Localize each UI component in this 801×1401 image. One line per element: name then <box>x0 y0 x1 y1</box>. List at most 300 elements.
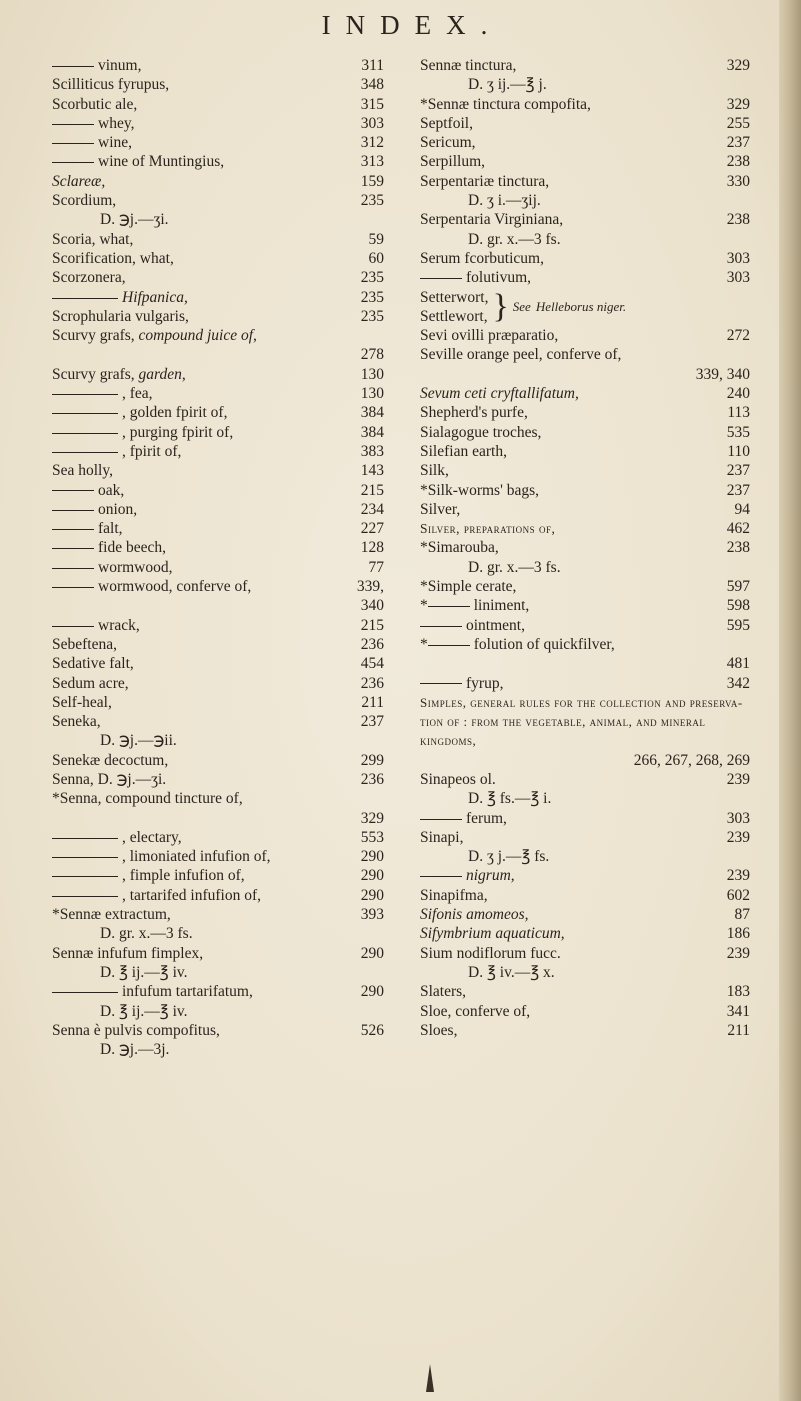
entry-text <box>420 790 551 807</box>
entry-text <box>420 520 555 537</box>
page-number: 553 <box>360 828 384 846</box>
entry-term: , tartarifed infufion of, <box>122 886 262 904</box>
entry-text: Simples, general rules for the collection and preserva-tion of : from the vegetable, animal, and mineral kingdoms, <box>420 694 743 749</box>
entry-term: , electary, <box>122 828 182 846</box>
index-entry <box>420 461 750 480</box>
index-entry <box>52 114 384 133</box>
index-entry <box>52 809 384 828</box>
entry-text <box>98 115 134 132</box>
page-number: 94 <box>734 500 750 518</box>
index-dash <box>428 645 470 646</box>
entry-term: Sevi ovilli præparatio, <box>420 327 559 345</box>
entry-text <box>52 173 105 190</box>
entry-term: D. ʒ j.—℥ fs. <box>468 848 550 866</box>
entry-text <box>466 810 507 827</box>
entry-term: fyrup, <box>466 674 504 692</box>
page-number: 535 <box>726 423 750 441</box>
page-number: 602 <box>726 886 750 904</box>
index-dash <box>52 529 94 530</box>
page-number: 238 <box>726 211 750 229</box>
entry-term: Senna, D. ℈j.—ʒi. <box>52 770 167 788</box>
index-entry <box>420 442 750 461</box>
entry-text <box>474 636 615 653</box>
index-entry <box>420 654 750 673</box>
entry-text <box>98 57 142 74</box>
entry-term: Sloe, conferve of, <box>420 1002 531 1020</box>
page-number: 278 <box>360 346 384 364</box>
index-entry <box>52 538 384 557</box>
entry-term: D. ℈j.—3j. <box>100 1041 170 1059</box>
page-header: INDEX. <box>321 10 503 40</box>
index-entry <box>52 577 384 596</box>
entry-text <box>52 462 113 479</box>
index-entry <box>420 847 750 866</box>
index-entry <box>52 481 384 500</box>
index-entry <box>52 191 384 210</box>
entry-term: whey, <box>98 114 135 132</box>
index-entry <box>420 1002 750 1021</box>
entry-term: *Simple cerate, <box>420 578 517 596</box>
entry-term: Sifonis amomeos, <box>420 906 529 924</box>
index-entry <box>420 423 750 442</box>
page-number: 238 <box>726 539 750 557</box>
page-number: 211 <box>361 693 384 711</box>
entry-text <box>466 867 515 884</box>
index-entry <box>420 828 750 847</box>
entry-term: D. ʒ i.—ʒij. <box>468 192 541 210</box>
entry-term: Shepherd's purfe, <box>420 404 528 422</box>
entry-term: Sium nodiflorum fucc. <box>420 944 561 962</box>
index-entry <box>420 751 750 770</box>
page-number: 239 <box>726 828 750 846</box>
index-entry <box>52 712 384 731</box>
index-entry <box>420 268 750 287</box>
entry-term: , purging fpirit of, <box>122 423 234 441</box>
index-dash <box>52 838 118 839</box>
index-dash <box>420 876 462 877</box>
entry-text <box>420 385 579 402</box>
entry-text <box>420 231 561 248</box>
index-entry <box>420 577 750 596</box>
entry-term: D. ℥ ij.—℥ iv. <box>100 963 188 981</box>
entry-text <box>98 153 224 170</box>
entry-term: D. gr. x.—3 fs. <box>100 925 193 943</box>
entry-term: liniment, <box>473 597 530 615</box>
page-number: 454 <box>360 655 384 673</box>
page-number: 130 <box>360 385 384 403</box>
entry-term: Scrophularia vulgaris, <box>52 307 189 325</box>
entry-text <box>52 231 133 248</box>
entry-text <box>52 694 112 711</box>
entry-text <box>420 250 544 267</box>
index-dash <box>52 452 118 453</box>
index-dash <box>52 857 118 858</box>
index-entry <box>52 982 384 1001</box>
entry-text <box>52 211 169 228</box>
index-entry <box>420 56 750 75</box>
entry-term: Sinapifma, <box>420 886 488 904</box>
brace-icon: } <box>492 287 509 325</box>
index-entry <box>52 596 384 615</box>
entry-term: Septfoil, <box>420 114 473 132</box>
entry-text <box>420 771 496 788</box>
entry-text <box>52 925 193 942</box>
entry-term: Serum fcorbuticum, <box>420 249 544 267</box>
entry-term: ferum, <box>466 809 507 827</box>
page-number: 227 <box>360 520 384 538</box>
page-number: 235 <box>360 192 384 210</box>
index-entry <box>52 210 384 229</box>
entry-term: Serpillum, <box>420 153 486 171</box>
index-dash <box>52 490 94 491</box>
page-number: 303 <box>726 809 750 827</box>
page-number: 329 <box>726 57 750 74</box>
index-entry <box>420 249 750 268</box>
entry-qualifier: garden, <box>134 365 186 383</box>
page-number: 341 <box>726 1002 750 1020</box>
page-number: 128 <box>360 539 384 557</box>
entry-text <box>98 134 132 151</box>
entry-term: , fea, <box>122 385 153 403</box>
index-entry <box>52 75 384 94</box>
index-entry <box>420 95 750 114</box>
asterisk-mark: * <box>420 597 428 615</box>
index-entry <box>420 191 750 210</box>
page-number: 598 <box>726 597 750 615</box>
index-entry <box>52 403 384 422</box>
index-dash <box>52 124 94 125</box>
index-entry <box>52 924 384 943</box>
index-entry <box>52 288 384 307</box>
index-dash <box>420 819 462 820</box>
entry-text <box>466 617 525 634</box>
entry-text <box>122 404 227 421</box>
entry-text <box>420 153 485 170</box>
index-entry <box>420 635 750 654</box>
index-entry <box>52 442 384 461</box>
entry-term: Scorzonera, <box>52 269 126 287</box>
index-entry <box>52 1002 384 1021</box>
entry-text <box>52 655 134 672</box>
page-number: 339, 340 <box>695 365 750 383</box>
page-number: 186 <box>726 925 750 943</box>
index-entry <box>52 789 384 808</box>
index-entry <box>420 596 750 615</box>
entry-term: D. gr. x.—3 fs. <box>468 558 561 576</box>
index-entry <box>52 461 384 480</box>
index-entry <box>420 519 750 538</box>
entry-text <box>52 732 177 749</box>
index-entry <box>420 982 750 1001</box>
index-entry <box>420 924 750 943</box>
entry-term: *Simarouba, <box>420 539 499 557</box>
entry-term: Sinapi, <box>420 828 464 846</box>
page-number: 238 <box>726 153 750 171</box>
entry-text <box>52 771 166 788</box>
entry-text <box>420 983 466 1000</box>
entry-text <box>52 906 171 923</box>
page-number: 159 <box>360 172 384 190</box>
entry-term: Sevum ceti cryftallifatum, <box>420 385 579 403</box>
index-entry <box>420 905 750 924</box>
entry-text <box>420 1022 457 1039</box>
entry-term: Silver, <box>420 500 461 518</box>
page-number: 237 <box>360 713 384 731</box>
entry-text <box>122 443 181 460</box>
entry-term: Sericum, <box>420 134 476 152</box>
entry-text <box>420 462 449 479</box>
entry-text <box>466 675 503 692</box>
entry-term: wormwood, <box>98 558 173 576</box>
index-dash <box>52 66 94 67</box>
entry-term: D. ℥ ij.—℥ iv. <box>100 1002 188 1020</box>
index-entry <box>420 481 750 500</box>
page-number: 266, 267, 268, 269 <box>633 751 750 769</box>
entry-text <box>420 964 555 981</box>
index-dash <box>428 606 470 607</box>
entry-text <box>420 559 561 576</box>
index-entry <box>52 326 384 345</box>
index-entry <box>420 365 750 384</box>
index-entry <box>52 693 384 712</box>
entry-term: Hifpanica, <box>122 288 188 306</box>
index-entry <box>52 423 384 442</box>
index-dash <box>52 896 118 897</box>
page-number: 239 <box>726 944 750 962</box>
entry-text <box>420 211 563 228</box>
index-entry <box>52 731 384 750</box>
entry-text <box>52 366 186 383</box>
index-dash <box>52 394 118 395</box>
entry-text <box>420 925 565 942</box>
page-number: 236 <box>360 674 384 692</box>
index-entry <box>52 866 384 885</box>
page-number: 290 <box>360 886 384 904</box>
index-dash <box>52 143 94 144</box>
index-entry <box>52 847 384 866</box>
index-entry <box>52 963 384 982</box>
page-number: 237 <box>726 462 750 480</box>
index-entry <box>52 230 384 249</box>
entry-term: Sebeftena, <box>52 635 117 653</box>
index-entry <box>420 674 750 693</box>
index-entry <box>420 886 750 905</box>
entry-text <box>98 617 140 634</box>
entry-term: wrack, <box>98 616 140 634</box>
index-dash <box>420 278 462 279</box>
entry-text <box>52 752 168 769</box>
page-number: 236 <box>360 770 384 788</box>
entry-text <box>122 289 188 306</box>
entry-term: Scorification, what, <box>52 249 174 267</box>
page-number: 240 <box>726 385 750 403</box>
page-number: 290 <box>360 944 384 962</box>
entry-text <box>98 539 166 556</box>
page-number: 60 <box>368 249 384 267</box>
entry-text <box>420 404 528 421</box>
index-entry <box>420 809 750 828</box>
page-number: 255 <box>726 114 750 132</box>
index-entry <box>420 288 750 327</box>
entry-text <box>98 559 172 576</box>
entry-term: oak, <box>98 481 125 499</box>
entry-term: *Senna, compound tincture of, <box>52 790 243 808</box>
see-target: Helleborus niger. <box>535 299 627 315</box>
entry-text <box>420 482 539 499</box>
page-number: 340 <box>360 597 384 615</box>
index-entry <box>52 519 384 538</box>
entry-text <box>122 829 182 846</box>
entry-term: infufum tartarifatum, <box>122 983 253 1001</box>
entry-term: Scurvy grafs, <box>52 327 135 345</box>
entry-text <box>52 308 189 325</box>
page-number: 339, <box>356 578 384 596</box>
page-number: 330 <box>726 172 750 190</box>
entry-term: D. gr. x.—3 fs. <box>468 230 561 248</box>
entry-term: D. ℈j.—℈ii. <box>100 732 177 750</box>
entry-text: Setterwort, <box>420 288 489 306</box>
index-entry <box>52 500 384 519</box>
page-number: 113 <box>727 404 750 422</box>
index-dash <box>420 683 462 684</box>
entry-term: Seville orange peel, conferve of, <box>420 346 622 364</box>
entry-text <box>98 501 137 518</box>
entry-term: folution of quickfilver, <box>473 635 615 653</box>
entry-term: Senekæ decoctum, <box>52 751 169 769</box>
page-number: 481 <box>726 655 750 673</box>
entry-text <box>122 424 233 441</box>
index-entry <box>52 828 384 847</box>
page-number: 393 <box>360 906 384 924</box>
entry-text <box>420 848 549 865</box>
page-number: 239 <box>726 770 750 788</box>
page-number: 462 <box>726 520 750 538</box>
index-entry <box>52 152 384 171</box>
page-number: 183 <box>726 983 750 1001</box>
page-number: 235 <box>360 288 384 306</box>
entry-term: Silk, <box>420 462 449 480</box>
entry-term: Self-heal, <box>52 693 112 711</box>
page-number: 312 <box>360 134 384 152</box>
page-number: 239 <box>726 867 750 885</box>
index-entry <box>420 866 750 885</box>
page-number: 303 <box>360 114 384 132</box>
index-entry <box>420 326 750 345</box>
entry-term: Sclareæ, <box>52 172 106 190</box>
index-entry <box>52 886 384 905</box>
index-dash <box>52 433 118 434</box>
entry-term: wormwood, conferve of, <box>98 578 252 596</box>
entry-text <box>420 945 561 962</box>
page-number: 237 <box>726 134 750 152</box>
page-number: 272 <box>726 327 750 345</box>
entry-text: Settlewort, <box>420 307 488 325</box>
entry-term: Silver, preparations of, <box>420 521 556 537</box>
index-entry <box>52 365 384 384</box>
index-entry <box>420 944 750 963</box>
entry-term: Sedum acre, <box>52 674 129 692</box>
page-number: 299 <box>360 751 384 769</box>
entry-text <box>474 597 530 614</box>
entry-text <box>420 906 529 923</box>
index-entry <box>420 172 750 191</box>
entry-term: wine of Muntingius, <box>98 153 225 171</box>
page-number: 130 <box>360 365 384 383</box>
entry-term: falt, <box>98 520 123 538</box>
entry-term: Scurvy grafs, <box>52 365 135 383</box>
entry-text <box>420 192 541 209</box>
page-number: 329 <box>726 95 750 113</box>
entry-text <box>420 578 516 595</box>
index-entry <box>420 133 750 152</box>
index-entry <box>420 230 750 249</box>
entry-term: , fimple infufion of, <box>122 867 245 885</box>
entry-text <box>420 424 541 441</box>
entry-term: ointment, <box>466 616 525 634</box>
entry-text <box>98 482 124 499</box>
entry-term: Sennæ infufum fimplex, <box>52 944 204 962</box>
index-entry <box>52 307 384 326</box>
entry-term: D. ℥ fs.—℥ i. <box>468 790 552 808</box>
entry-text <box>52 1041 169 1058</box>
index-dash <box>52 876 118 877</box>
entry-text <box>420 76 547 93</box>
page-number: 597 <box>726 578 750 596</box>
page-number: 311 <box>361 57 384 74</box>
entry-text <box>420 96 591 113</box>
index-entry <box>420 210 750 229</box>
page-number: 342 <box>726 674 750 692</box>
entry-text <box>420 443 507 460</box>
entry-term: nigrum, <box>466 867 515 885</box>
entry-term: Scilliticus fyrupus, <box>52 76 170 94</box>
page-number: 211 <box>727 1021 750 1039</box>
entry-text <box>52 192 116 209</box>
entry-term: Serpentariæ tinctura, <box>420 172 550 190</box>
entry-term: Scorbutic ale, <box>52 95 138 113</box>
entry-text <box>52 790 243 807</box>
entry-term: Seneka, <box>52 713 101 731</box>
index-entry <box>52 249 384 268</box>
entry-text <box>420 501 460 518</box>
page-number: 237 <box>726 481 750 499</box>
entry-term: Slaters, <box>420 983 467 1001</box>
page-number: 383 <box>360 442 384 460</box>
index-dash <box>52 568 94 569</box>
entry-term: onion, <box>98 500 138 518</box>
page-mark-icon <box>424 1362 436 1396</box>
left-column <box>52 56 384 1059</box>
entry-term: Scoria, what, <box>52 230 134 248</box>
index-entry <box>52 268 384 287</box>
entry-text <box>52 945 203 962</box>
index-entry <box>52 558 384 577</box>
index-entry <box>420 538 750 557</box>
entry-term: Sialagogue troches, <box>420 423 542 441</box>
index-entry <box>52 56 384 75</box>
entry-text <box>420 57 516 74</box>
page-number: 290 <box>360 867 384 885</box>
entry-text <box>122 867 245 884</box>
index-entry <box>52 1021 384 1040</box>
index-dash <box>52 162 94 163</box>
entry-term: *Sennæ extractum, <box>52 906 171 924</box>
entry-text <box>420 1003 530 1020</box>
entry-text <box>420 115 473 132</box>
index-entry <box>420 558 750 577</box>
index-entry <box>52 133 384 152</box>
entry-term: , fpirit of, <box>122 442 182 460</box>
